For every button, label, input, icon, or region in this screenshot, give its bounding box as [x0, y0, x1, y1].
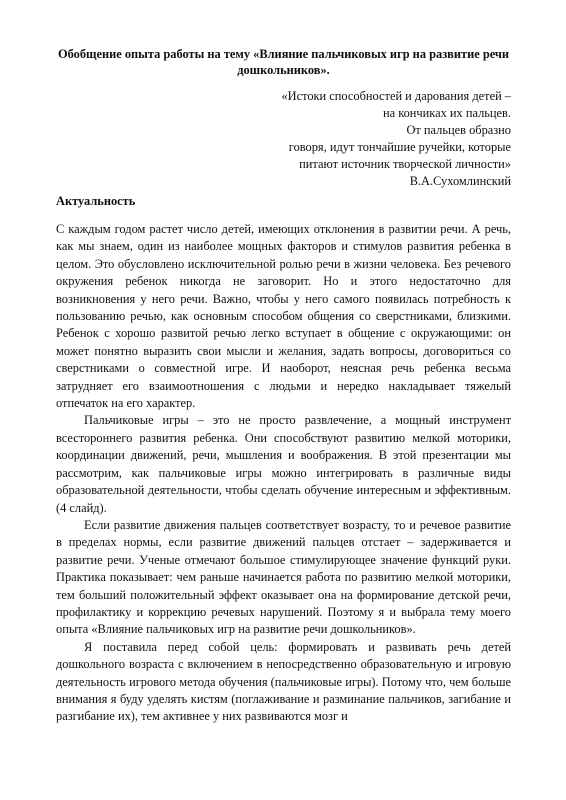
paragraph: С каждым годом растет число детей, имеющих отклонения в развитии речи. А речь, как мы знаем, один из наиболее мощных факторов и стимулов развития ребенка в целом. Это обусловлено исключительной ролью речи в жизни человека. Без речевого окружения ребенок никогда не заговорит. Но и этого недостаточно для возникновения у него речи. Важно, чтобы у него самого появилась потребность к пользованию речью, как основным способом общения со сверстниками, близкими. Ребенок с хорошо развитой речью легко вступает в общение с окружающими: он может понятно выразить свои мысли и желания, задать вопросы, договориться со сверстниками о совместной игре. И наоборот, неясная речь ребенка весьма затрудняет его взаимоотношения с людьми и нередко накладывает тяжелый отпечаток на его характер.	[56, 222, 511, 411]
section-heading: Актуальность	[56, 194, 136, 208]
document-page	[56, 46, 511, 726]
epigraph-line: говоря, идут тончайшие ручейки, которые	[288, 140, 511, 154]
epigraph-author: В.А.Сухомлинский	[409, 174, 511, 188]
paragraph: Пальчиковые игры – это не просто развлечение, а мощный инструмент всестороннего развития ребенка. Они способствуют развитию мелкой моторики, координации движений, речи, мышления и воображения. В этой презентации мы рассмотрим, как пальчиковые игры можно интегрировать в различные виды образовательной деятельности, чтобы сделать обучение интересным и эффективным. (4 слайд).	[56, 413, 511, 515]
paragraph: Я поставила перед собой цель: формировать и развивать речь детей дошкольного возраста с включением в непосредственно образовательную и игровую деятельность игрового метода обучения (пальчиковые игры). Потому что, чем больше внимания я буду уделять кистям (поглаживание и разминание пальчиков, загибание и разгибание их), тем активнее у них развиваются мозг и	[56, 639, 511, 724]
epigraph-line: «Истоки способностей и дарования детей –	[281, 89, 511, 103]
document-title: Обобщение опыта работы на тему «Влияние пальчиковых игр на развитие речи дошкольников».	[57, 47, 510, 77]
epigraph	[56, 88, 511, 190]
paragraph: Если развитие движения пальцев соответствует возрасту, то и речевое развитие в пределах нормы, если развитие движений пальцев отстает – задерживается и развитие речи. Ученые отмечают большое стимулирующее значение функций руки. Практика показывает: чем раньше начинается работа по развитию мелкой моторики, тем больший положительный эффект оказывает она на формирование детской речи, профилактику и коррекцию речевых нарушений. Поэтому я и выбрала тему моего опыта «Влияние пальчиковых игр на развитие речи дошкольников».	[56, 517, 511, 637]
epigraph-line: питают источник творческой личности»	[299, 157, 511, 171]
epigraph-line: От пальцев образно	[406, 123, 511, 137]
epigraph-line: на кончиках их пальцев.	[382, 106, 511, 120]
